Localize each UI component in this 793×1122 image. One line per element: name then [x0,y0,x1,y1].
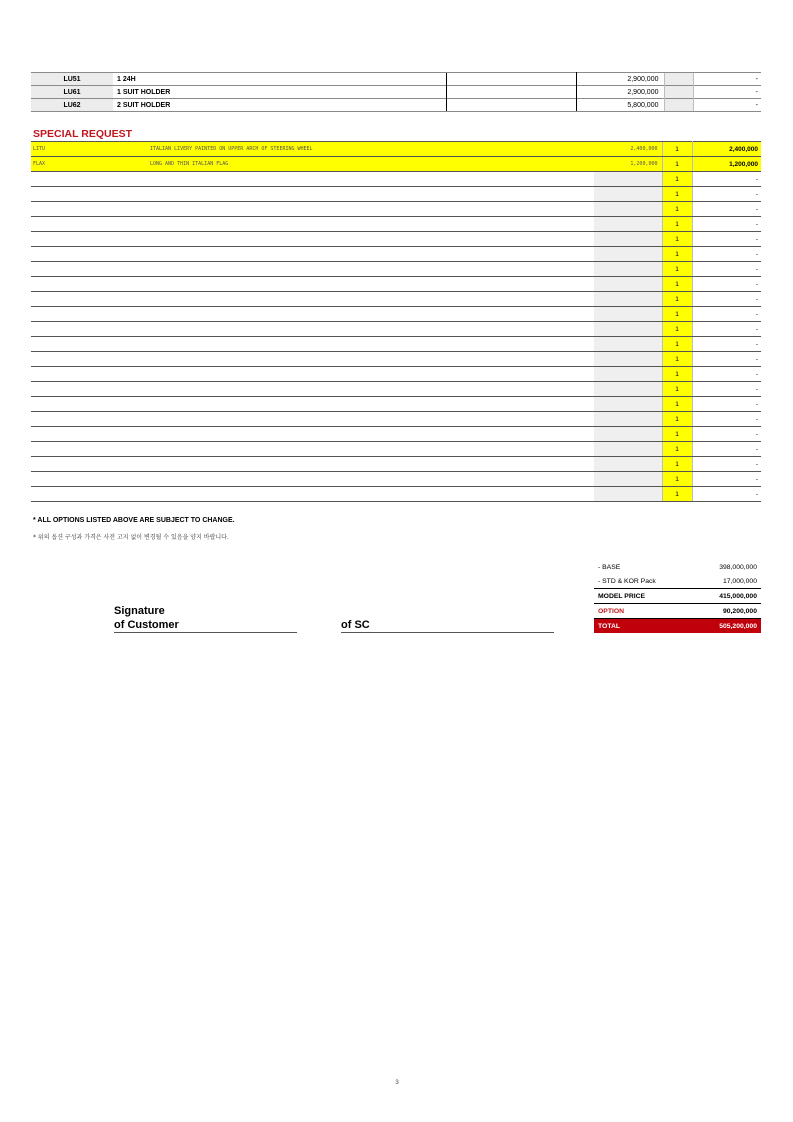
option-description: 1 24H [113,73,446,86]
total-value: 505,200,000 [689,619,761,634]
request-qty: 1 [662,217,692,232]
request-qty: 1 [662,367,692,382]
special-request-blank-row [31,292,761,307]
request-description [148,217,594,232]
request-price: 2,400,000 [594,142,662,157]
option-empty-cell [446,86,576,99]
request-amount: - [692,472,761,487]
request-price [594,172,662,187]
request-qty: 1 [662,262,692,277]
request-price [594,337,662,352]
request-amount: 1,200,000 [692,157,761,172]
request-qty: 1 [662,187,692,202]
request-qty: 1 [662,157,692,172]
request-description [148,472,594,487]
request-price [594,202,662,217]
request-price [594,247,662,262]
request-description [148,247,594,262]
summary-option-row [594,604,761,619]
customer-signature-line[interactable] [114,632,297,633]
special-request-title: SPECIAL REQUEST [33,128,132,140]
request-code [31,352,148,367]
request-price [594,397,662,412]
special-request-blank-row [31,262,761,277]
special-request-blank-row [31,472,761,487]
request-qty: 1 [662,292,692,307]
request-price [594,367,662,382]
option-description: 1 SUIT HOLDER [113,86,446,99]
request-code [31,472,148,487]
request-price [594,352,662,367]
request-amount: - [692,487,761,502]
request-price [594,292,662,307]
special-request-blank-row [31,247,761,262]
special-request-blank-row [31,442,761,457]
option-code: LU51 [31,73,113,86]
request-code [31,412,148,427]
request-description [148,382,594,397]
special-request-row [31,157,761,172]
request-code [31,367,148,382]
request-amount: - [692,397,761,412]
special-request-row [31,142,761,157]
request-description [148,172,594,187]
request-amount: - [692,412,761,427]
request-code [31,292,148,307]
request-price [594,262,662,277]
request-qty: 1 [662,322,692,337]
model-price-value: 415,000,000 [689,589,761,604]
option-amount: - [693,99,761,112]
option-amount: - [693,73,761,86]
special-request-blank-row [31,487,761,502]
request-amount: - [692,307,761,322]
request-amount: - [692,262,761,277]
options-change-note-korean: * 위의 옵션 구성과 가격은 사전 고지 없이 변경될 수 있음을 양지 바랍니다. [33,534,229,541]
base-value: 398,000,000 [719,563,757,571]
special-request-blank-row [31,322,761,337]
option-code: LU61 [31,86,113,99]
option-price: 2,900,000 [576,86,664,99]
options-change-note: * ALL OPTIONS LISTED ABOVE ARE SUBJECT TO CHANGE. [33,517,235,524]
request-description [148,187,594,202]
option-value: 90,200,000 [689,604,761,619]
special-request-blank-row [31,427,761,442]
request-code [31,427,148,442]
request-qty: 1 [662,307,692,322]
customer-signature-label [114,604,179,632]
request-price [594,472,662,487]
special-request-blank-row [31,337,761,352]
request-qty: 1 [662,442,692,457]
special-request-blank-row [31,277,761,292]
request-amount: - [692,382,761,397]
request-code [31,487,148,502]
request-code [31,457,148,472]
special-request-blank-row [31,187,761,202]
request-qty: 1 [662,397,692,412]
request-description [148,307,594,322]
request-price [594,412,662,427]
sc-signature-line[interactable] [341,632,554,633]
request-price [594,457,662,472]
sc-signature-label: of SC [341,619,370,631]
total-label: TOTAL [594,619,689,634]
request-qty: 1 [662,487,692,502]
request-code [31,172,148,187]
request-amount: - [692,457,761,472]
request-code [31,322,148,337]
request-description: LONG AND THIN ITALIAN FLAG [148,157,594,172]
request-price [594,382,662,397]
summary-total-row [594,619,761,634]
request-price [594,442,662,457]
option-code: LU62 [31,99,113,112]
option-qty [664,86,693,99]
request-code [31,232,148,247]
request-qty: 1 [662,457,692,472]
request-qty: 1 [662,247,692,262]
request-amount: - [692,367,761,382]
request-code [31,382,148,397]
summary-model-price-row [594,589,761,604]
option-price: 2,900,000 [576,73,664,86]
request-amount: - [692,337,761,352]
request-price [594,232,662,247]
request-amount: - [692,292,761,307]
of-customer-label: of Customer [114,619,179,631]
request-code [31,262,148,277]
pack-value: 17,000,000 [722,577,757,585]
request-qty: 1 [662,337,692,352]
special-request-blank-row [31,172,761,187]
request-description [148,337,594,352]
option-empty-cell [446,99,576,112]
table-row [31,99,761,112]
special-request-blank-row [31,397,761,412]
request-amount: - [692,277,761,292]
request-description [148,397,594,412]
summary-pack-row [594,574,761,589]
request-description [148,262,594,277]
request-amount: - [692,217,761,232]
signature-label: Signature [114,605,165,617]
special-request-blank-row [31,232,761,247]
request-price [594,322,662,337]
option-qty [664,73,693,86]
request-price: 1,200,000 [594,157,662,172]
request-code [31,187,148,202]
special-request-blank-row [31,352,761,367]
special-request-blank-row [31,217,761,232]
request-code [31,247,148,262]
request-amount: - [692,442,761,457]
special-request-table [31,141,761,502]
request-qty: 1 [662,427,692,442]
special-request-blank-row [31,307,761,322]
option-description: 2 SUIT HOLDER [113,99,446,112]
request-description [148,322,594,337]
option-qty [664,99,693,112]
request-description [148,487,594,502]
request-qty: 1 [662,352,692,367]
request-description: ITALIAN LIVERY PAINTED ON UPPER ARCH OF STEERING WHEEL [148,142,594,157]
special-request-blank-row [31,367,761,382]
request-description [148,427,594,442]
request-amount: 2,400,000 [692,142,761,157]
summary-base-row [594,560,761,574]
request-description [148,292,594,307]
table-row [31,73,761,86]
page-number: 3 [395,1080,399,1086]
special-request-blank-row [31,412,761,427]
request-code: LITU [31,142,148,157]
request-description [148,442,594,457]
request-description [148,232,594,247]
table-row [31,86,761,99]
option-empty-cell [446,73,576,86]
special-request-blank-row [31,382,761,397]
request-qty: 1 [662,202,692,217]
request-amount: - [692,232,761,247]
request-code [31,397,148,412]
price-summary [594,560,761,633]
request-qty: 1 [662,382,692,397]
pack-label: - STD & KOR Pack [598,577,656,585]
request-code [31,217,148,232]
special-request-blank-row [31,457,761,472]
request-qty: 1 [662,142,692,157]
request-description [148,367,594,382]
model-price-label: MODEL PRICE [594,589,689,604]
request-code [31,277,148,292]
request-amount: - [692,172,761,187]
request-price [594,187,662,202]
request-qty: 1 [662,472,692,487]
option-label: OPTION [594,604,689,619]
request-code [31,202,148,217]
request-description [148,277,594,292]
request-description [148,457,594,472]
request-code [31,307,148,322]
request-price [594,487,662,502]
request-code: FLAX [31,157,148,172]
request-amount: - [692,352,761,367]
request-amount: - [692,202,761,217]
option-amount: - [693,86,761,99]
request-description [148,352,594,367]
base-label: - BASE [598,563,621,571]
request-code [31,442,148,457]
request-qty: 1 [662,172,692,187]
request-amount: - [692,187,761,202]
request-qty: 1 [662,232,692,247]
option-price: 5,800,000 [576,99,664,112]
request-price [594,277,662,292]
request-description [148,202,594,217]
request-qty: 1 [662,277,692,292]
request-amount: - [692,247,761,262]
request-description [148,412,594,427]
special-request-blank-row [31,202,761,217]
request-price [594,427,662,442]
request-price [594,217,662,232]
request-price [594,307,662,322]
request-amount: - [692,427,761,442]
request-amount: - [692,322,761,337]
request-qty: 1 [662,412,692,427]
request-code [31,337,148,352]
options-table [31,72,761,112]
